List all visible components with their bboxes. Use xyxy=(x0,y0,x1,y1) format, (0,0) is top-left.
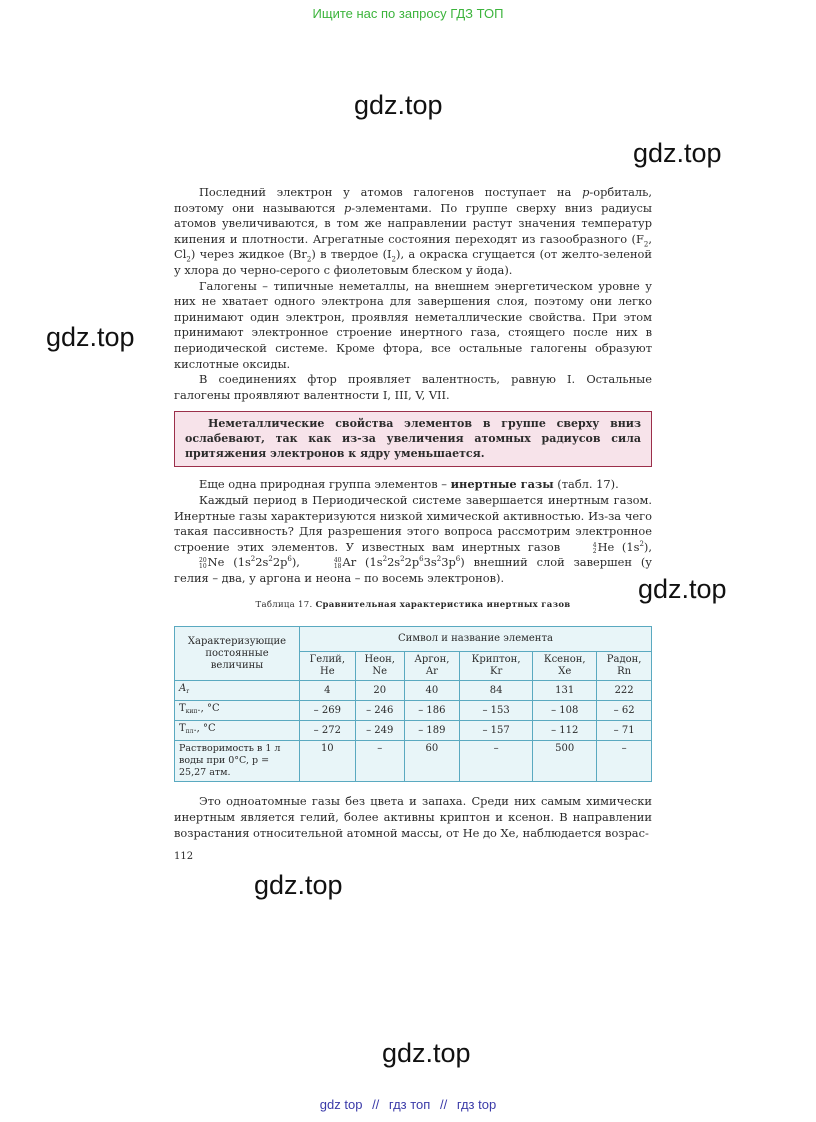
table-cell: – 157 xyxy=(459,721,532,741)
table-cell: – 189 xyxy=(404,721,459,741)
table-column-header: Неон, Ne xyxy=(355,652,404,681)
top-banner-link[interactable]: Ищите нас по запросу ГДЗ ТОП xyxy=(312,6,504,21)
table-cell: – 112 xyxy=(533,721,597,741)
table-corner-header: Характеризующие постоянные величины xyxy=(175,627,300,681)
table-column-header: Криптон, Kr xyxy=(459,652,532,681)
paragraph-inert-gases-activity: Это одноатомные газы без цвета и запаха. Среди них самым химически инертным является гелий, более активны криптон и ксенон. В направлении возрастания относительной атомной массы, от Не до Хе, наблюдается возрас- xyxy=(174,794,652,840)
table-column-header: Гелий, He xyxy=(300,652,356,681)
footer-separator: // xyxy=(439,1097,448,1112)
table-cell: 131 xyxy=(533,681,597,701)
textbook-page xyxy=(174,185,652,862)
table-cell: – 153 xyxy=(459,701,532,721)
table-cell: – 186 xyxy=(404,701,459,721)
table-cell: – 249 xyxy=(355,721,404,741)
paragraph-halogen-properties: Последний электрон у атомов галогенов поступает на p-орбиталь, поэтому они называются p-элементами. По группе сверху вниз радиусы атомов увеличиваются, в том же направлении растут значения температур кипения и плотности. Агрегатные состояния переходят из газообразного ($F_2$, $Cl_2$) через жидкое $(Br_2)$ в твердое $(I_2)$, а окраска сгущается (от желто-зеленой у хлора до черно-серого с фиолетовым блеском у йода). xyxy=(174,185,652,277)
table-cell: 500 xyxy=(533,741,597,782)
table-cell: 4 xyxy=(300,681,356,701)
table-cell: 60 xyxy=(404,741,459,782)
watermark: gdz.top xyxy=(254,870,343,900)
paragraph-inert-gases-structure: Каждый период в Периодической системе завершается инертным газом. Инертные газы характеризуются низкой химической активностью. Из-за чего такая пассивность? Для разрешения этого вопроса рассмотрим электронное строение этих элементов. У известных вам инертных газов 4 2 He $(1s^2)$, 20 10 Ne $(1s^22s^22p^6)$, 40 18 Ar $(1s^22s^22p^63s^23p^6)$ внешний слой завершен (у гелия – два, у аргона и неона – по восемь электронов). xyxy=(174,492,652,585)
table-group-header: Символ и название элемента xyxy=(300,627,652,652)
table-row-label: $T_{кип}$., °C xyxy=(175,701,300,721)
table-cell: – 272 xyxy=(300,721,356,741)
table-cell: – xyxy=(459,741,532,782)
footer-link[interactable]: гдз top xyxy=(456,1097,497,1112)
table-cell: – 62 xyxy=(597,701,652,721)
table-column-header: Ксенон, Xe xyxy=(533,652,597,681)
table-cell: 10 xyxy=(300,741,356,782)
table-row xyxy=(175,741,652,782)
table-column-header: Радон, Rn xyxy=(597,652,652,681)
watermark: gdz.top xyxy=(638,574,727,604)
table-caption: Таблица 17. Сравнительная характеристика инертных газов xyxy=(255,600,571,611)
watermark: gdz.top xyxy=(46,322,135,352)
table-cell: – 246 xyxy=(355,701,404,721)
watermark: gdz.top xyxy=(382,1038,471,1068)
table-row xyxy=(175,701,652,721)
table-header-row xyxy=(175,627,652,652)
table-cell: 40 xyxy=(404,681,459,701)
table-cell: 20 xyxy=(355,681,404,701)
table-cell: – xyxy=(355,741,404,782)
watermark: gdz.top xyxy=(633,138,722,168)
table-cell: – 71 xyxy=(597,721,652,741)
table-cell: – 108 xyxy=(533,701,597,721)
table-column-header: Аргон, Ar xyxy=(404,652,459,681)
footer-links xyxy=(0,1097,816,1112)
table-cell: 222 xyxy=(597,681,652,701)
footer-link[interactable]: gdz top xyxy=(319,1097,363,1112)
table-row xyxy=(175,721,652,741)
table-row-label: $A_r$ xyxy=(175,681,300,701)
paragraph-halogen-valence: В соединениях фтор проявляет валентность, равную I. Остальные галогены проявляют валентности I, III, V, VII. xyxy=(174,372,652,402)
table-cell: 84 xyxy=(459,681,532,701)
footer-link[interactable]: гдз топ xyxy=(388,1097,431,1112)
watermark: gdz.top xyxy=(354,90,443,120)
inert-gases-table xyxy=(174,626,652,782)
table-row-label: Растворимость в 1 л воды при 0°C, p = 25,27 атм. xyxy=(175,741,300,782)
paragraph-inert-gases-intro: Еще одна природная группа элементов – инертные газы (табл. 17). xyxy=(199,477,619,492)
table-cell: – xyxy=(597,741,652,782)
table-row xyxy=(175,681,652,701)
table-cell: – 269 xyxy=(300,701,356,721)
table-row-label: $T_{пл}$., °C xyxy=(175,721,300,741)
rule-box: Неметаллические свойства элементов в группе сверху вниз ослабевают, так как из-за увеличения атомных радиусов сила притяжения электронов к ядру уменьшается. xyxy=(174,411,652,467)
footer-separator: // xyxy=(372,1097,380,1112)
paragraph-halogen-nonmetals: Галогены – типичные неметаллы, на внешнем энергетическом уровне у них не хватает одного электрона для завершения слоя, поэтому они легко принимают один электрон, проявляя неметаллические свойства. При этом принимают электронное строение инертного газа, стоящего после них в периодической системе. Кроме фтора, все остальные галогены образуют кислотные оксиды. xyxy=(174,278,652,371)
page-number: 112 xyxy=(174,851,194,863)
